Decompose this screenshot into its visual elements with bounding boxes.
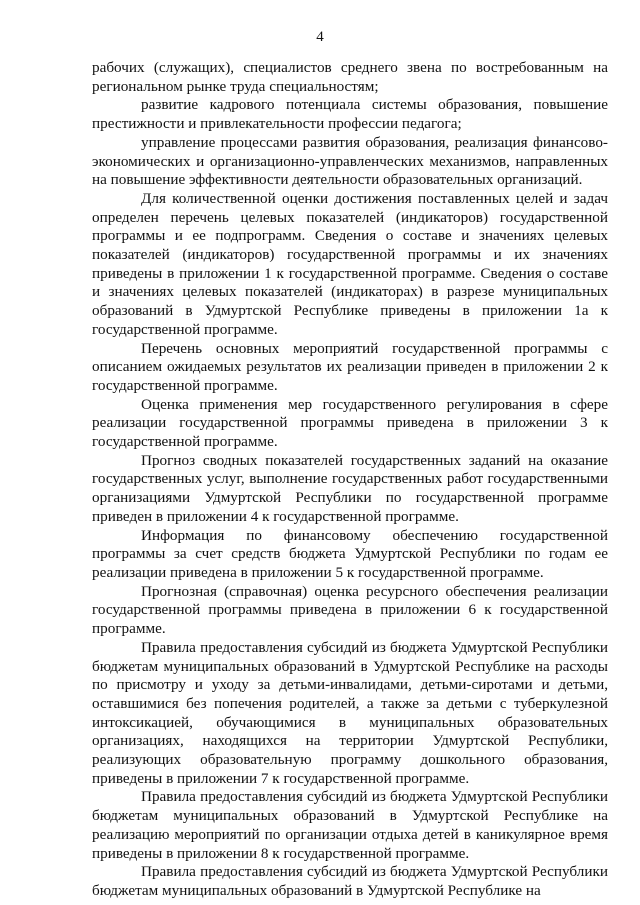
paragraph: Прогноз сводных показателей государственных заданий на оказание государственных услуг, выполнение государственных работ государственными организациями Удмуртской Республики по государственной программе приведен в приложении 4 к государственной программе. bbox=[92, 451, 608, 525]
paragraph: развитие кадрового потенциала системы образования, повышение престижности и привлекательности профессии педагога; bbox=[92, 96, 608, 133]
paragraph: Правила предоставления субсидий из бюджета Удмуртской Республики бюджетам муниципальных образований в Удмуртской Республике на расходы по присмотру и уходу за детьми-инвалидами, детьми-сиротами и детьми, оставшимися без попечения родителей, а также за детьми с туберкулезной интоксикацией, обучающимися в муниципальных образовательных организациях, находящихся на территории Удмуртской Республики, реализующих образовательную программу дошкольного образования, приведены в приложении 7 к государственной программе. bbox=[92, 638, 608, 787]
document-body bbox=[92, 59, 608, 901]
paragraph: Перечень основных мероприятий государственной программы с описанием ожидаемых результатов их реализации приведен в приложении 2 к государственной программе. bbox=[92, 339, 608, 394]
paragraph-continued: рабочих (служащих), специалистов среднего звена по востребованным на региональном рынке труда специальностям; bbox=[92, 59, 608, 95]
paragraph: Оценка применения мер государственного регулирования в сфере реализации государственной программы приведена в приложении 3 к государственной программе. bbox=[92, 395, 608, 451]
paragraph: Правила предоставления субсидий из бюджета Удмуртской Республики бюджетам муниципальных образований в Удмуртской Республике на реализацию мероприятий по организации отдыха детей в каникулярное время приведены в приложении 8 к государственной программе. bbox=[92, 788, 608, 862]
paragraph: Информация по финансовому обеспечению государственной программы за счет средств бюджета Удмуртской Республики по годам ее реализации приведена в приложении 5 к государственной программе. bbox=[92, 526, 608, 581]
page-number: 4 bbox=[316, 29, 324, 45]
paragraph: управление процессами развития образования, реализация финансово-экономических и организационно-управленческих механизмов, направленных на повышение эффективности деятельности образовательных организаций. bbox=[92, 133, 608, 189]
paragraph: Правила предоставления субсидий из бюджета Удмуртской Республики бюджетам муниципальных образований в Удмуртской Республике на bbox=[92, 863, 608, 899]
paragraph: Для количественной оценки достижения поставленных целей и задач определен перечень целевых показателей (индикаторов) государственной программы и ее подпрограмм. Сведения о составе и значениях целевых показателей (индикаторов) государственной программы и их значениях приведены в приложении 1 к государственной программе. Сведения о составе и значениях целевых показателей (индикаторах) в разрезе муниципальных образований в Удмуртской Республике приведены в приложении 1а к государственной программе. bbox=[92, 189, 608, 338]
paragraph: Прогнозная (справочная) оценка ресурсного обеспечения реализации государственной программы приведена в приложении 6 к государственной программе. bbox=[92, 582, 608, 638]
